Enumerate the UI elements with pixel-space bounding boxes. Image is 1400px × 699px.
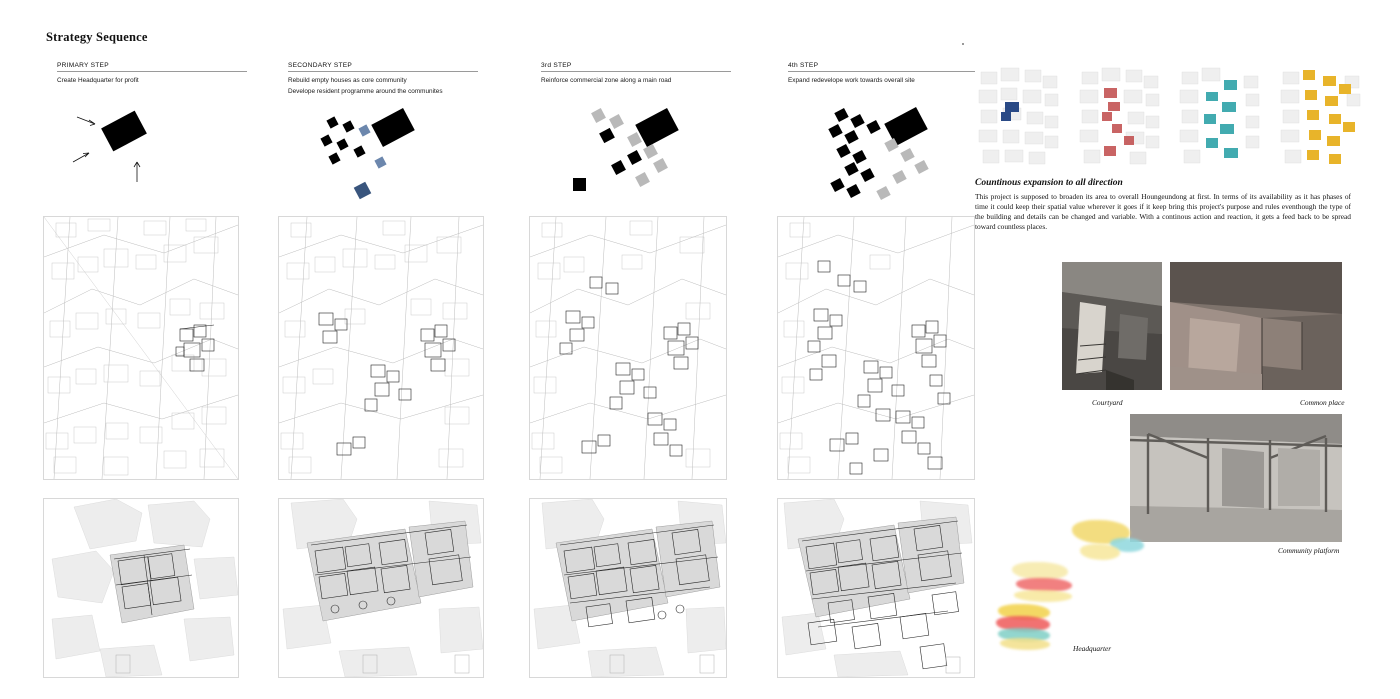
mini-map-3	[1176, 62, 1264, 174]
core-block-accent	[358, 124, 370, 136]
mini-map-2	[1076, 62, 1164, 174]
core-block	[844, 130, 858, 144]
step-label: 3rd STEP	[541, 62, 572, 69]
divider	[788, 71, 978, 72]
core-block	[866, 120, 880, 134]
site-plan-2	[278, 216, 484, 480]
step-desc-line: Rebuild empty houses as core community	[288, 77, 407, 84]
core-block	[850, 114, 864, 128]
caption-headquarter: Headquarter	[1073, 644, 1112, 653]
photo-courtyard	[1062, 262, 1162, 390]
core-block	[573, 178, 586, 191]
caption-community-platform: Community platform	[1278, 546, 1340, 555]
core-block-navy	[354, 182, 372, 200]
site-plan-4	[777, 216, 975, 480]
commercial-block	[892, 170, 906, 184]
divider	[57, 71, 247, 72]
sketch-smear-pale	[1080, 544, 1120, 560]
step-label: SECONDARY STEP	[288, 62, 353, 69]
step-desc-line: Expand redevelope work towards overall site	[788, 77, 915, 84]
hq-block	[371, 108, 415, 147]
commercial-block	[914, 160, 928, 174]
strategy-diagram-3	[545, 100, 735, 210]
step-desc-line: Develope resident programme around the communites	[288, 88, 443, 96]
core-block	[836, 144, 850, 158]
core-block	[611, 160, 626, 175]
divider	[541, 71, 731, 72]
mini-map-1	[975, 62, 1063, 174]
mini-map-4	[1277, 62, 1365, 174]
caption-common-place: Common place	[1300, 398, 1345, 407]
detail-plan-3	[529, 498, 727, 678]
core-block	[320, 134, 332, 146]
commercial-block	[653, 158, 668, 173]
sketch-smear-pale-4	[1000, 638, 1050, 650]
commercial-block	[591, 108, 606, 123]
expansion-mini-maps	[975, 62, 1365, 174]
core-block	[328, 152, 340, 164]
step-header-4	[788, 62, 978, 86]
core-block	[860, 168, 874, 182]
commercial-block	[609, 114, 624, 129]
core-block	[353, 145, 365, 157]
core-block	[834, 108, 848, 122]
core-block	[342, 120, 354, 132]
photo-community-platform	[1130, 414, 1342, 542]
core-block	[846, 184, 860, 198]
detail-plan-4	[777, 498, 975, 678]
detail-plan-2	[278, 498, 484, 678]
arrow-group	[55, 100, 245, 210]
caption-courtyard: Courtyard	[1092, 398, 1123, 407]
divider	[288, 71, 478, 72]
sketch-smear-pale-3	[1014, 590, 1072, 602]
commercial-block	[643, 144, 658, 159]
step-header-2	[288, 62, 478, 97]
core-block	[828, 124, 842, 138]
strategy-diagram-4	[790, 100, 980, 210]
commercial-block	[876, 186, 890, 200]
core-block	[627, 150, 642, 165]
right-heading: Countinous expansion to all direction	[975, 178, 1123, 188]
site-plan-1	[43, 216, 239, 480]
right-body-text: This project is supposed to broaden its area to overall Houngeundong at first. In terms of its availability as it has phases of time it could keep their spatial value wherever it goes if it keep bring this project's purpose and rules eventhough the type of the building and details can be changed and variable. With a continous action and reaction, it gets a feed back to be spread toward countless places.	[975, 192, 1351, 231]
core-block	[830, 178, 844, 192]
core-block	[599, 128, 615, 143]
site-plan-3	[529, 216, 727, 480]
step-label: 4th STEP	[788, 62, 819, 69]
detail-plan-1	[43, 498, 239, 678]
commercial-block	[900, 148, 914, 162]
strategy-diagram-1	[55, 100, 245, 210]
registration-mark	[962, 43, 964, 45]
commercial-block	[635, 172, 650, 187]
step-desc-line: Create Headquarter for profit	[57, 77, 139, 84]
strategy-diagram-2	[300, 100, 490, 210]
step-header-3	[541, 62, 731, 86]
step-label: PRIMARY STEP	[57, 62, 109, 69]
step-header-1	[57, 62, 247, 86]
photo-common-place	[1170, 262, 1342, 390]
step-desc-line: Reinforce commercial zone along a main road	[541, 77, 672, 84]
core-block-accent	[374, 156, 386, 168]
core-block	[326, 116, 338, 128]
page-title: Strategy Sequence	[46, 30, 148, 44]
core-block	[336, 138, 348, 150]
